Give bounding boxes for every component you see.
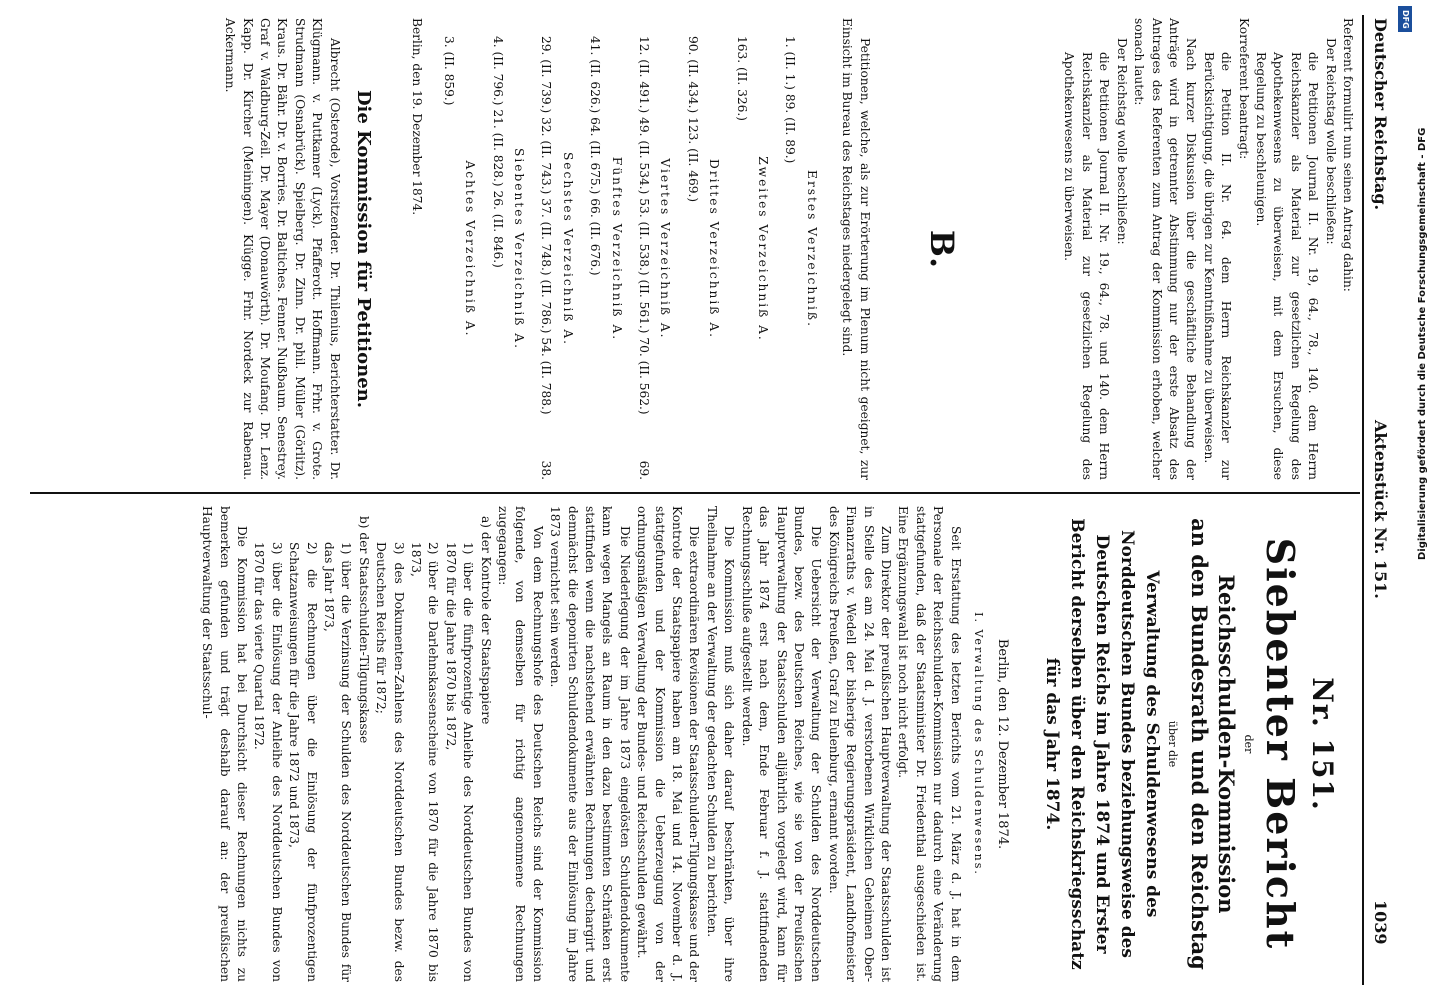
paragraph: Referent formulirt nun seinen Antrag dahin: [1341, 18, 1355, 292]
verzeichnis-title: Sechstes Verzeichniß A. [560, 151, 575, 347]
paragraph: Nach kurzer Diskussion über die geschäftliche Behandlung der Anträge wird in getrennter Abstimmung nur der erste Absatz des Antrages des Referenten zum Antrag der Kommission erhoben, welcher sonach lautet: [1132, 18, 1199, 480]
verzeichnis-title: Erstes Verzeichniß. [804, 170, 819, 328]
verzeichnis-entry [537, 18, 554, 480]
list-item: 3) über die Einlösung der Anleihe des Norddeutschen Bundes von 1870 für das vierte Quartal 1872. [252, 542, 284, 982]
paragraph: Seit Erstattung des letzten Berichts vom 21. März d. J. hat in dem Personale der Reichsschulden-Kommission nur dadurch eine Veränderung stattgefunden, daß der Staatsminister Dr. Friedenthal ausgeschieden ist. Eine Ergänzungswahl ist noch nicht erfolgt. [896, 506, 963, 982]
paragraph: Zum Direktor der preußischen Hauptverwaltung der Staatsschulden ist in Stelle des am 24. Mai d. J. verstorbenen Wirklichen Geheimen Ober-Finanzraths v. Wedell der bisherige Regierungspräsident, Landhofmeister des Königreichs Preußen, Graf zu Eulenburg, ernannt worden. [826, 506, 893, 982]
list-heading: a) der Kontrole der Staatspapiere [478, 516, 493, 725]
paragraph: die Petitionen Journal II. Nr. 19., 64., 78. und 140. dem Herrn Reichskanzler als Material zur gesetzlichen Regelung des Apothekenwesens zu überweisen. [1062, 52, 1112, 480]
date-line: Berlin, den 19. Dezember 1874. [410, 18, 425, 216]
entry-text: 90. (II. 434.) 123. (II. 469.) [685, 36, 700, 203]
list-heading: b) der Staatsschulden-Tilgungskasse [356, 516, 371, 744]
funding-note-text: Digitalisierung gefördert durch die Deutsche Forschungsgemeinschaft - DFG [1417, 127, 1428, 560]
entry-text: 12. (II. 491.) 49. (II. 534.) 53. (II. 538.) (II. 561.) 70. (II. 562.) [637, 36, 652, 415]
list-item: 3) des Dokumenten-Zahlens des Norddeutschen Bundes bezw. des Deutschen Reichs für 1872; [374, 542, 406, 982]
paragraph: Korreferent beantragt: [1236, 18, 1251, 160]
dfg-logo: DFG [1398, 6, 1412, 32]
list-item: 2) über die Darlehnskassenscheine von 1870 für die Jahre 1870 bis 1873, [409, 542, 441, 982]
list-item: 2) die Rechnungen über die Einlösung der fünfprozentigen Schatzanweisungen für die Jahre 1872 und 1873, [287, 542, 319, 982]
verzeichnis-title: Siebentes Verzeichniß A. [512, 148, 526, 350]
date-line: Berlin, den 12. Dezember 1874. [995, 638, 1010, 850]
verzeichnis-entry [439, 18, 456, 480]
entry-number: 69. [637, 460, 652, 480]
verzeichnis-entry [635, 18, 652, 480]
entry-text: 29. (II. 739.) 32. (II. 743.) 37. (II. 748.) (II. 786.) 54. (II. 788.) [539, 36, 554, 415]
funding-note [1392, 0, 1432, 1000]
verzeichnis-entry [488, 18, 505, 480]
verzeichnis-title: Drittes Verzeichniß A. [707, 159, 722, 339]
paragraph: die Petition II. Nr. 64. dem Herrn Reichskanzler zur Berücksichtigung, die übrigen zur Kenntnißnahme zu überweisen. [1201, 52, 1234, 480]
paragraph: Petitionen, welche, als zur Erörterung im Plenum nicht geeignet, zur Einsicht im Bureau des Reichstages niedergelegt sind. [840, 18, 872, 480]
entry-number: 38. [539, 460, 554, 480]
report-title: Siebenter Bericht [1258, 537, 1303, 951]
title-ueber: über die [1166, 720, 1179, 768]
report-number: Nr. 151. [1306, 677, 1339, 811]
left-column [221, 18, 1356, 480]
verzeichnis-title: Zweites Verzeichniß A. [756, 156, 771, 342]
running-head-left: Deutscher Reichstag. [1371, 18, 1390, 211]
addressee: an den Bundesrath und den Reichstag [1187, 518, 1212, 970]
paragraph: Die Kommission muß sich daher darauf beschränken, über ihre Theilnahme an der Verwaltung der gedachten Schulden zu berichten. [704, 506, 737, 982]
section-letter: B. [923, 229, 962, 269]
paragraph: die Petitionen Journal II. Nr. 19, 64., 78., 140. dem Herrn Reichskanzler als Material zur gesetzlichen Regelung des Apothekenwesens zu überweisen, mit dem Ersuchen, diese Regelung zu beschleunigen. [1253, 52, 1321, 480]
members-list: Albrecht (Osterode), Vorsitzender. Dr. Thilenius, Berichterstatter. Dr. Klügmann. v. Puttkamer (Lyck). Pfafferott. Hoffmann. Frhr. v. Grote. Strudmann (Osnabrück). Spielberg. Dr. Zinn. Dr. phil. Müller (Görlitz). Kraus. Dr. Bähr. Dr. v. Borries. Dr. Baltiches. Fenner. Nußbaum. Senestrey. Graf v. Waldburg-Zeil. Dr. Mayer (Donauwörth). Dr. Moufang. Dr. Lenz. Kapp. Dr. Kircher (Meiningen). Klügge. Frhr. Nordeck zur Rabenau. Ackermann. [223, 18, 342, 480]
verzeichnis-entry [586, 18, 603, 480]
entry-text: 4. (II. 796.) 21. (II. 828.) 26. (II. 846.) [490, 36, 505, 268]
list-item: 1) über die fünfprozentige Anleihe des Norddeutschen Bundes von 1870 für die Jahre 1870 bis 1872, [443, 542, 476, 982]
paragraph: Der Reichstag wolle beschließen: [1323, 38, 1338, 245]
verzeichnis-title: Fünftes Verzeichniß A. [609, 156, 624, 342]
page-number: 1039 [1371, 900, 1390, 945]
paragraph: Die Uebersicht der Verwaltung der Schulden des Norddeutschen Bundes, bezw. des Deutschen Reiches, wie sie von der Preußischen Hauptverwaltung der Staatsschulden alljährlich vorgelegt wird, kann für das Jahr 1874 erst nach dem, Ende Februar f. J. stattfindenden Rechnungsschluße aufgestellt werden. [739, 506, 824, 982]
column-divider [30, 492, 1360, 494]
verzeichnis-title: Viertes Verzeichniß A. [658, 158, 673, 340]
running-head-center: Aktenstück Nr. 151. [1371, 420, 1390, 599]
list-item: 1) über die Verzinsung der Schulden des Norddeutschen Bundes für das Jahr 1873, [321, 542, 354, 982]
paragraph: Die Kommission hat bei Durchsicht dieser Rechnungen nichts zu bemerken gefunden und trägt deshalb darauf an: der preußischen Hauptverwaltung der Staatsschul- [200, 506, 249, 982]
section-heading: I. Verwaltung des Schuldenwesens. [971, 612, 985, 876]
paragraph: Die Niederlegung der im Jahre 1873 eingelösten Schuldendokumente kann wegen Mangels an Raum in den dazu bestimmten Schränken erst stattfinden wenn die nachstehend erwähnten Rechnungen dechargirt und demnächst die deponirten Schuldendokumente aus der Einlösung im Jahre 1873 vernichtet sein werden. [548, 506, 632, 982]
paragraph: Von dem Rechnungshofe des Deutschen Reichs sind der Kommission folgende, von demselben für richtig angenommene Rechnungen zugegangen: [496, 506, 545, 982]
verzeichnis-title: Achtes Verzeichniß A. [463, 160, 478, 338]
verzeichnis-entry [732, 18, 749, 480]
right-column [198, 506, 1356, 982]
entry-text: 3. (II. 859.) [441, 36, 456, 106]
verzeichnis-entry [781, 18, 798, 480]
title-der: der [1242, 734, 1255, 754]
report-subject: Verwaltung des Schuldenwesens des Norddeutschen Bundes beziehungsweise des Deutschen Reichs im Jahre 1874 und Erster Bericht derselben über den Reichskriegsschatz für das Jahr 1874. [1042, 518, 1162, 970]
header-rule [1362, 15, 1364, 985]
verzeichnis-list [439, 18, 820, 480]
commission-name: Reichsschulden-Kommission [1214, 574, 1239, 914]
paragraph: Der Reichstag wolle beschließen: [1114, 38, 1129, 245]
verzeichnis-entry [683, 18, 700, 480]
entry-text: 163. (II. 326.) [734, 36, 749, 122]
commission-title: Die Kommission für Petitionen. [352, 89, 374, 409]
paragraph: Die extraordinären Revisionen der Staatsschulden-Tilgungskasse und der Kontrole der Staatspapiere haben am 18. Mai und 14. November d. J. stattgefunden und der Kommission die Ueberzeugung von der ordnungsmäßigen Verwaltung der Bundes- und Reichsschulden gewährt. [635, 506, 702, 982]
entry-text: 1. (II. 1.) 89. (II. 89.) [783, 36, 798, 164]
entry-text: 41. (II. 626.) 64. (II. 675.) 66. (II. 676.) [588, 36, 603, 276]
